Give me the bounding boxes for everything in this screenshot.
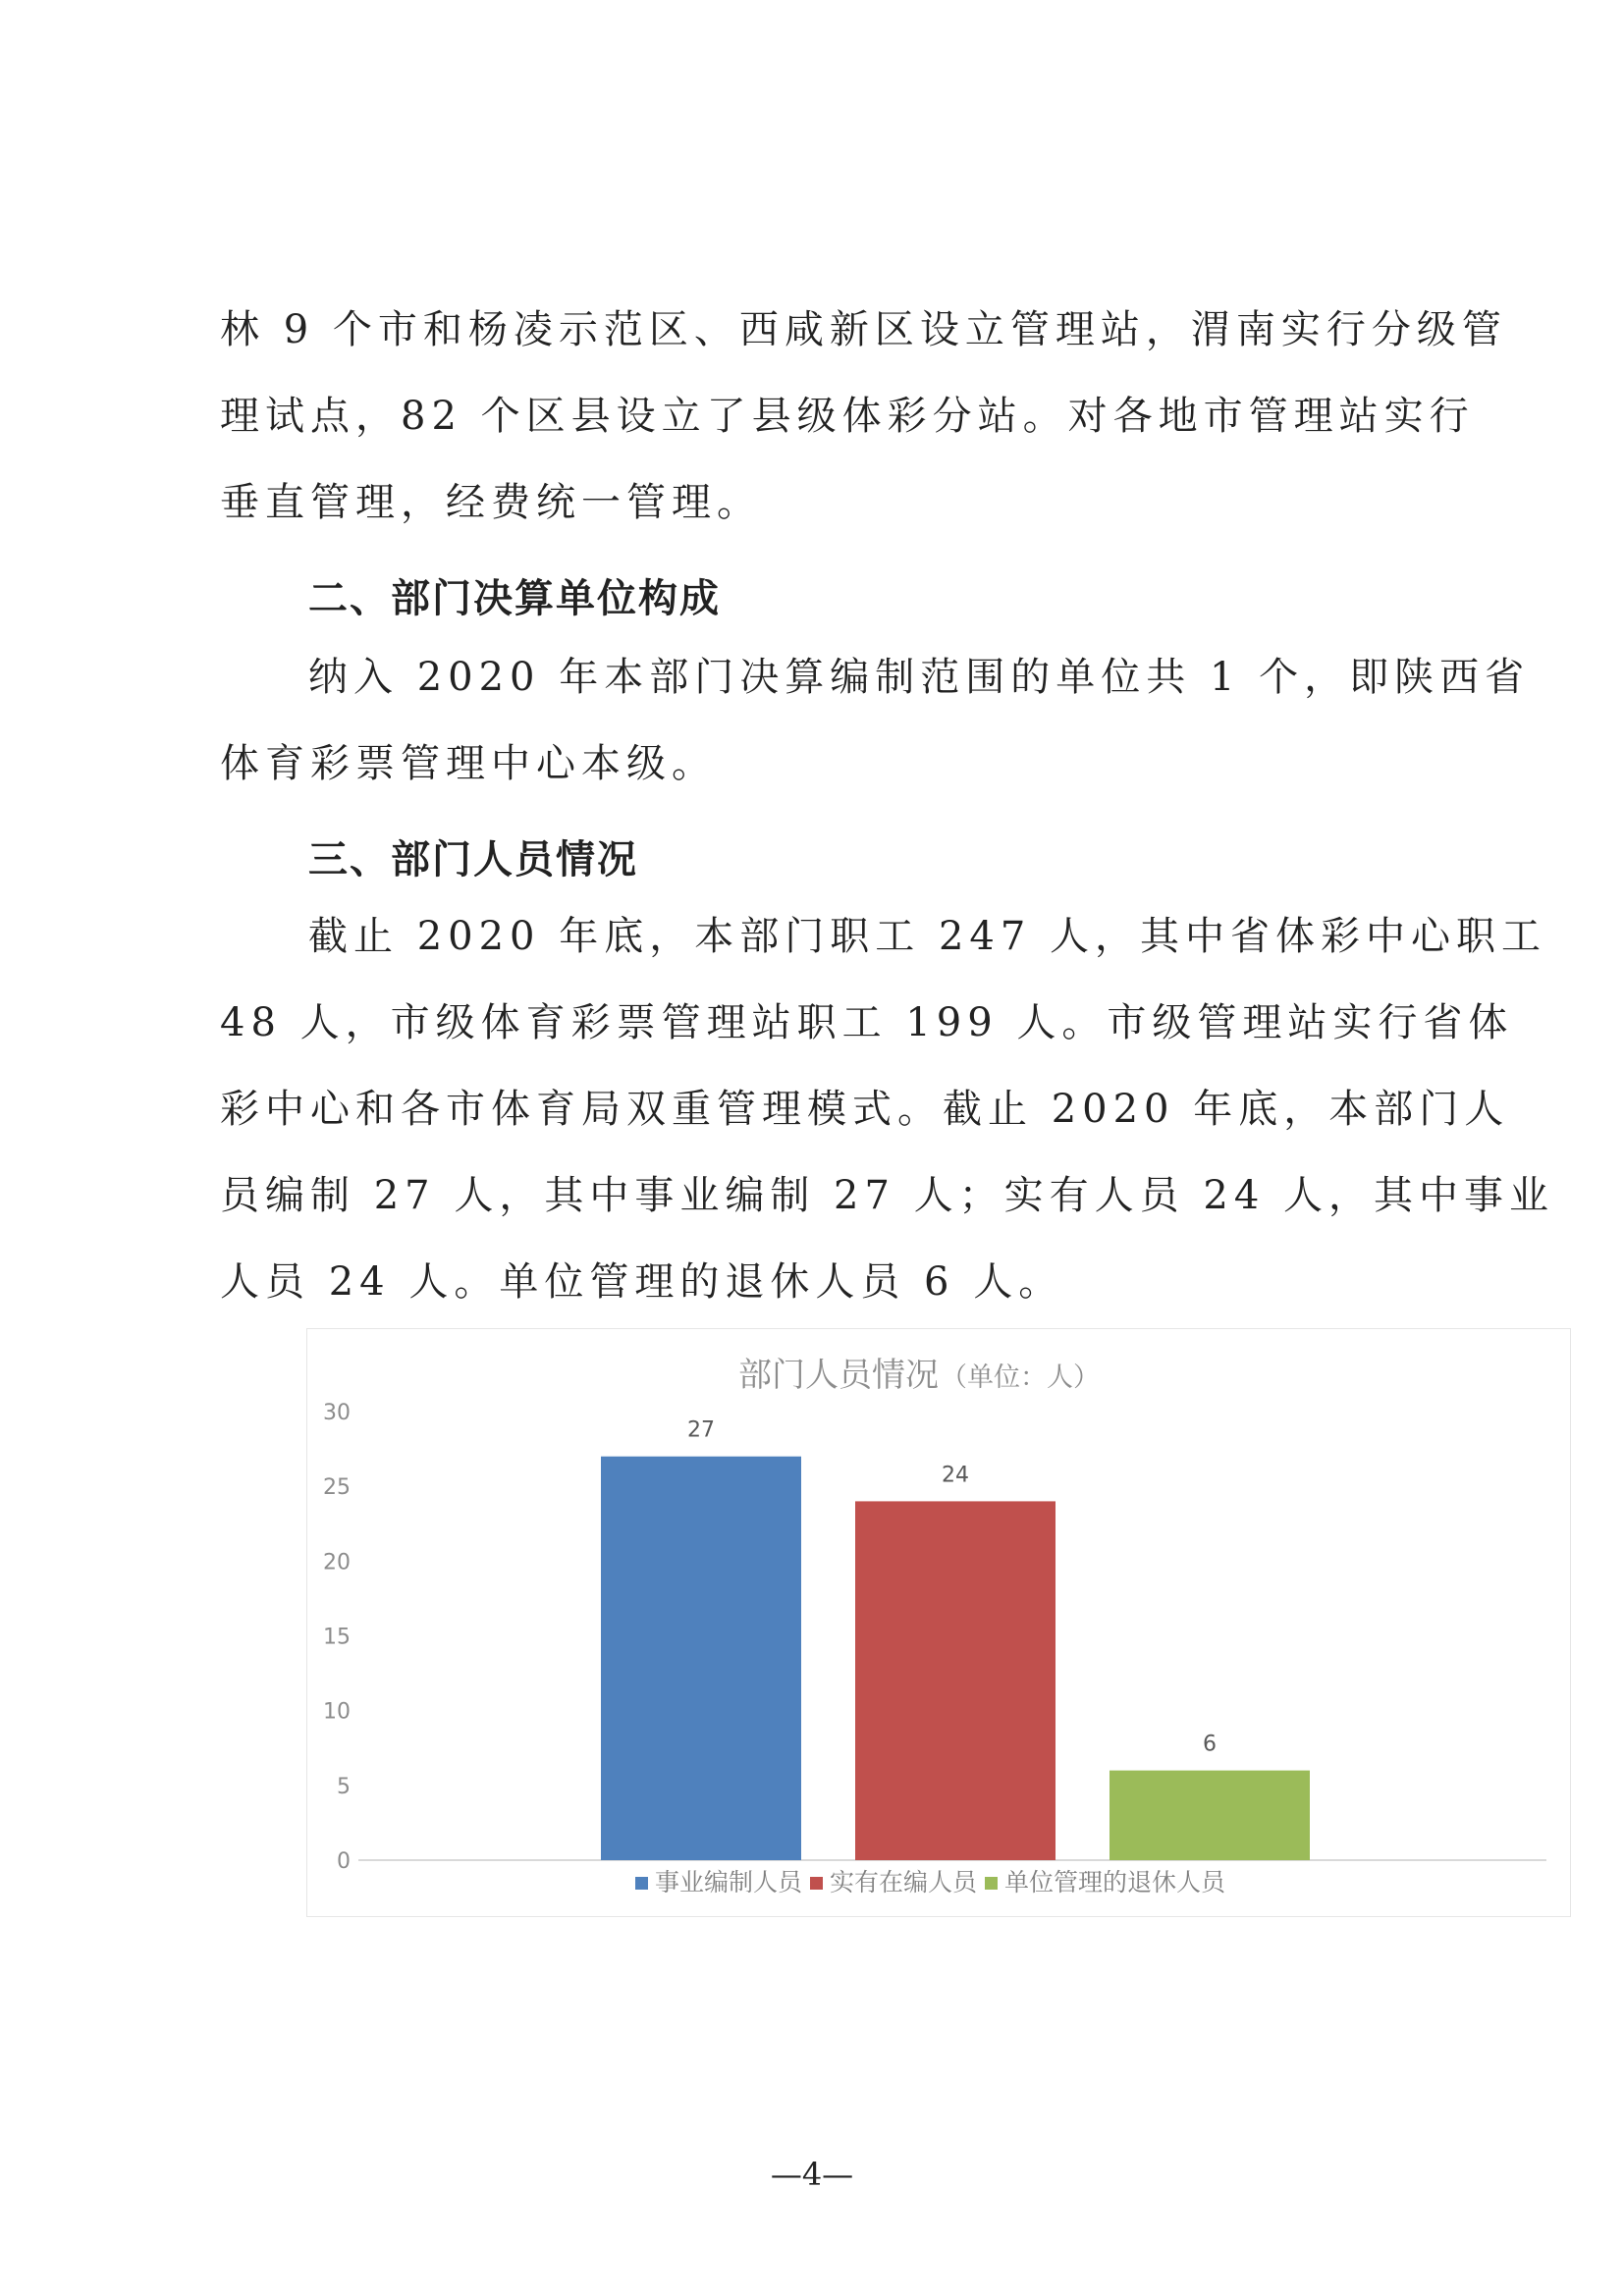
paragraph-3 (220, 893, 1554, 1325)
section-heading-3: 三、部门人员情况 (308, 837, 638, 882)
legend-swatch-3 (985, 1877, 998, 1890)
bar-2 (855, 1501, 1056, 1860)
chart-svg (307, 1329, 1570, 1916)
paragraph-3-line-1: 截止 2020 年底，本部门职工 247 人，其中省体彩中心职工 (308, 914, 1547, 959)
legend-label-1: 事业编制人员 (655, 1868, 803, 1896)
chart-title: 部门人员情况 (738, 1356, 939, 1395)
paragraph-2-line-1: 纳入 2020 年本部门决算编制范围的单位共 1 个，即陕西省 (308, 655, 1531, 700)
y-tick-label: 10 (323, 1699, 351, 1725)
y-tick-label: 5 (337, 1774, 351, 1799)
y-axis (323, 1401, 351, 1874)
legend (635, 1868, 1227, 1896)
paragraph-1-line-2: 理试点，82 个区县设立了县级体彩分站。对各地市管理站实行 (220, 394, 1475, 439)
paragraph-3-line-3: 彩中心和各市体育局双重管理模式。截止 2020 年底，本部门人 (220, 1087, 1510, 1132)
y-tick-label: 25 (323, 1475, 351, 1501)
section-heading-2: 二、部门决算单位构成 (308, 576, 721, 621)
chart-title-group (738, 1356, 1100, 1395)
paragraph-3-line-4: 员编制 27 人，其中事业编制 27 人；实有人员 24 人，其中事业 (220, 1173, 1554, 1218)
paragraph-2 (220, 634, 1531, 807)
paragraph-3-line-5: 人员 24 人。单位管理的退休人员 6 人。 (220, 1259, 1064, 1305)
paragraph-1 (220, 287, 1507, 546)
legend-label-2: 实有在编人员 (830, 1868, 978, 1896)
data-label-3: 6 (1203, 1732, 1217, 1757)
bars (601, 1418, 1310, 1860)
bar-3 (1110, 1771, 1310, 1860)
paragraph-3-line-2: 48 人，市级体育彩票管理站职工 199 人。市级管理站实行省体 (220, 1000, 1514, 1045)
bar-chart (306, 1328, 1571, 1917)
paragraph-1-line-1: 林 9 个市和杨凌示范区、西咸新区设立管理站，渭南实行分级管 (220, 307, 1507, 352)
chart-subtitle: （单位：人） (941, 1362, 1100, 1393)
legend-swatch-2 (810, 1877, 823, 1890)
y-tick-label: 20 (323, 1550, 351, 1575)
legend-swatch-1 (635, 1877, 648, 1890)
paragraph-1-line-3: 垂直管理，经费统一管理。 (220, 480, 762, 525)
y-tick-label: 15 (323, 1625, 351, 1650)
y-tick-label: 0 (337, 1849, 351, 1874)
paragraph-2-line-2: 体育彩票管理中心本级。 (220, 741, 717, 786)
bar-1 (601, 1457, 801, 1860)
page-number: —4— (770, 2156, 854, 2193)
data-label-2: 24 (942, 1463, 969, 1488)
data-label-1: 27 (687, 1417, 715, 1443)
legend-label-3: 单位管理的退休人员 (1004, 1868, 1226, 1896)
y-tick-label: 30 (323, 1401, 351, 1425)
